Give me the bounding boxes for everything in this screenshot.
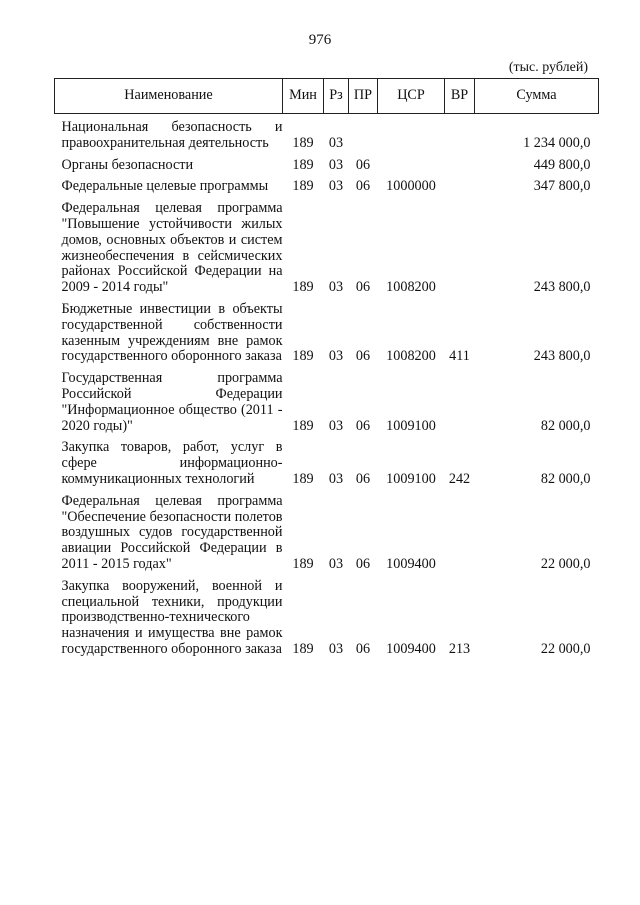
row-vr (445, 494, 475, 579)
table-row (55, 179, 599, 201)
row-min: 189 (292, 555, 314, 572)
row-vr: 213 (448, 640, 471, 657)
row-pr: 06 (355, 555, 371, 572)
table-header-row (55, 79, 599, 114)
row-pr: 06 (355, 348, 371, 365)
table-row (55, 440, 599, 493)
row-name: Федеральная целевая программа "Обеспечение безопасности полетов воздушных судов государственной авиации Российской Федерации в 2011 - 2015 годах" (61, 492, 283, 572)
row-vr: 411 (449, 348, 470, 365)
col-header-name: Наименование (55, 79, 283, 114)
row-pr: 06 (355, 640, 371, 657)
row-rz: 03 (328, 178, 344, 195)
row-vr (445, 158, 475, 180)
row-csr: 1009400 (386, 555, 436, 572)
col-header-sum: Сумма (475, 79, 599, 114)
row-vr: 242 (448, 470, 471, 487)
row-rz: 03 (328, 348, 344, 365)
row-vr (445, 371, 475, 440)
row-sum: 347 800,0 (533, 178, 591, 195)
row-pr (349, 120, 378, 158)
row-sum: 243 800,0 (533, 348, 591, 365)
col-header-csr: ЦСР (378, 79, 445, 114)
col-header-rz: Рз (324, 79, 349, 114)
row-min: 189 (292, 134, 314, 151)
row-rz: 03 (328, 134, 344, 151)
row-name: Федеральная целевая программа "Повышение устойчивости жилых домов, основных объектов и систем жизнеобеспечения в сейсмических районах Российской Федерации на 2009 - 2014 годы" (61, 200, 283, 296)
row-vr (445, 179, 475, 201)
table-row (55, 494, 599, 579)
row-sum: 243 800,0 (533, 279, 591, 296)
row-rz: 03 (328, 555, 344, 572)
table-row (55, 158, 599, 180)
row-csr: 1009400 (386, 640, 436, 657)
row-rz: 03 (328, 470, 344, 487)
col-header-pr: ПР (349, 79, 378, 114)
table-row (55, 302, 599, 371)
table-row (55, 371, 599, 440)
table-row (55, 579, 599, 664)
row-name: Закупка товаров, работ, услуг в сфере информационно-коммуникационных технологий (61, 439, 283, 487)
row-sum: 449 800,0 (533, 156, 591, 173)
col-header-min: Мин (283, 79, 324, 114)
units-label: (тыс. рублей) (508, 60, 588, 75)
row-name: Федеральные целевые программы (61, 178, 269, 195)
row-csr: 1009100 (386, 470, 436, 487)
page-number: 976 (308, 32, 332, 48)
row-name: Бюджетные инвестиции в объекты государственной собственности казенным учреждениям вне рамок государственного оборонного заказа (61, 300, 283, 365)
table-row (55, 120, 599, 158)
row-min: 189 (292, 348, 314, 365)
row-name: Государственная программа Российской Федерации "Информационное общество (2011 - 2020 годы)" (61, 370, 283, 434)
row-sum: 82 000,0 (540, 417, 591, 434)
row-sum: 22 000,0 (540, 640, 591, 657)
row-csr: 1008200 (386, 279, 436, 296)
col-header-vr: ВР (445, 79, 475, 114)
row-name: Закупка вооружений, военной и специальной техники, продукции производственно-технического назначения и имущества вне рамок государственного оборонного заказа (61, 577, 283, 657)
row-min: 189 (292, 640, 314, 657)
row-csr: 1009100 (386, 417, 436, 434)
row-pr: 06 (355, 470, 371, 487)
row-pr: 06 (355, 156, 371, 173)
row-pr: 06 (355, 178, 371, 195)
row-min: 189 (292, 178, 314, 195)
row-rz: 03 (328, 417, 344, 434)
budget-table (54, 78, 599, 664)
row-min: 189 (292, 156, 314, 173)
row-sum: 1 234 000,0 (523, 134, 591, 151)
row-min: 189 (292, 279, 314, 296)
row-vr (445, 201, 475, 302)
row-rz: 03 (328, 279, 344, 296)
row-name: Национальная безопасность и правоохранительная деятельность (61, 119, 283, 151)
row-csr (378, 120, 445, 158)
row-vr (445, 120, 475, 158)
table-row (55, 201, 599, 302)
row-min: 189 (292, 470, 314, 487)
row-sum: 82 000,0 (540, 470, 591, 487)
row-sum: 22 000,0 (540, 555, 591, 572)
row-csr: 1000000 (386, 178, 436, 195)
row-pr: 06 (355, 279, 371, 296)
row-csr: 1008200 (386, 348, 436, 365)
row-name: Органы безопасности (61, 156, 194, 173)
row-rz: 03 (328, 640, 344, 657)
row-min: 189 (292, 417, 314, 434)
row-rz: 03 (328, 156, 344, 173)
row-csr (378, 158, 445, 180)
row-pr: 06 (355, 417, 371, 434)
